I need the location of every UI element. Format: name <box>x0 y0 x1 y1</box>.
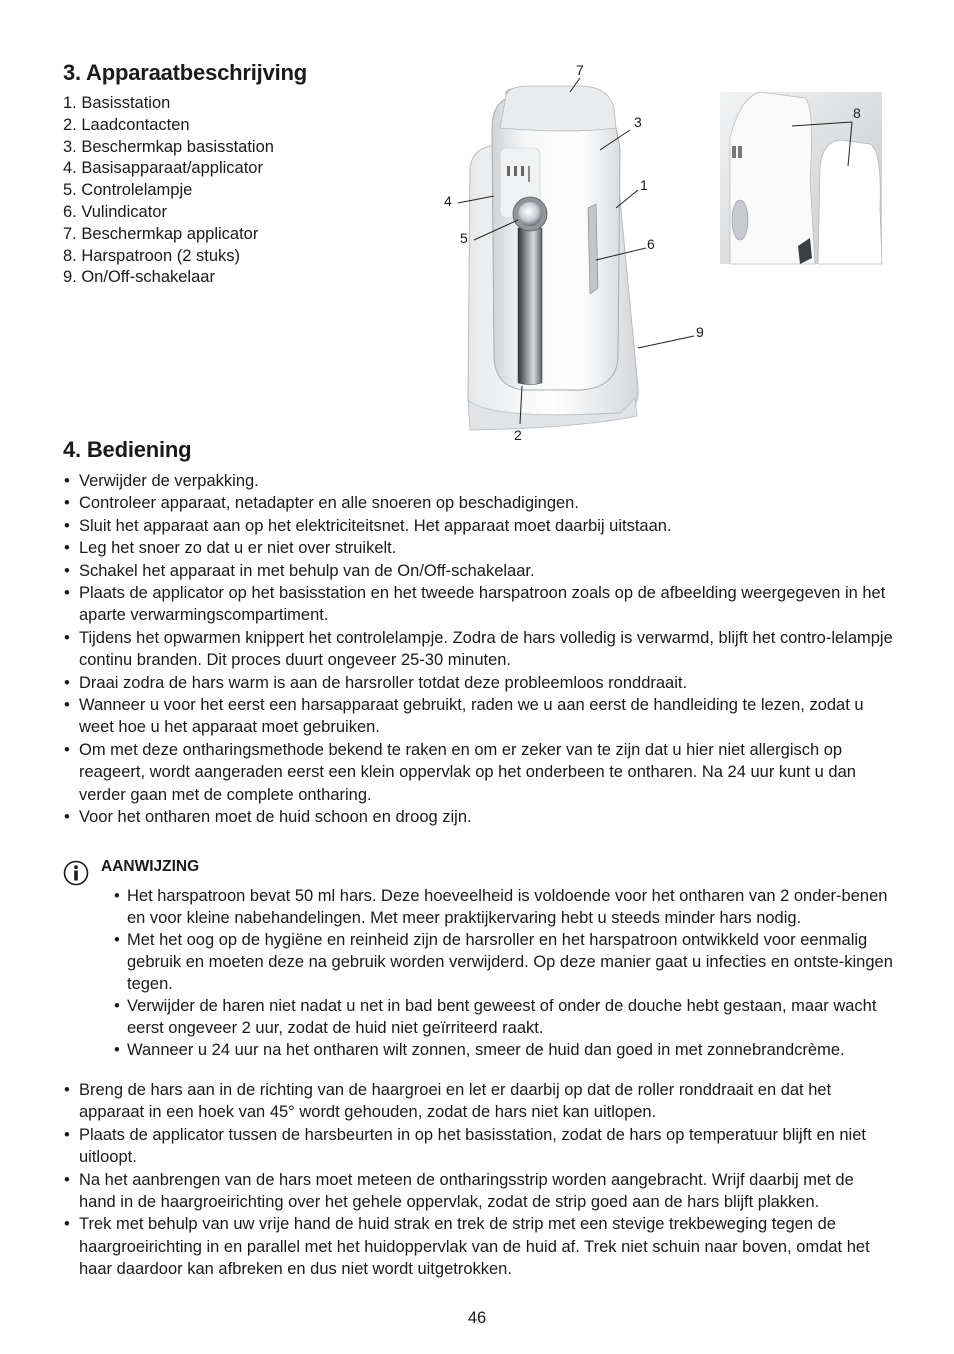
list-item: • Controleer apparaat, netadapter en alle snoeren op beschadigingen. <box>63 492 893 514</box>
part-item: 8. Harspatroon (2 stuks) <box>63 246 240 265</box>
parts-list <box>63 93 274 289</box>
part-item: 5. Controlelampje <box>63 181 193 200</box>
callout-3: 3 <box>634 114 642 130</box>
note-item: • Het harspatroon bevat 50 ml hars. Deze hoeveelheid is voldoende voor het ontharen van 2 onder-benen en voor kleine nabehandelingen. Met meer praktijkervaring hebt u steeds minder hars nodig. <box>113 885 893 929</box>
instruction-list <box>63 470 893 829</box>
list-item: • Trek met behulp van uw vrije hand de huid strak en trek de strip met een stevige trekbeweging tegen de haargroeirichting in en parallel met het huidoppervlak van de huid af. Trek niet schuin naar boven, omdat het haar daardoor kan afbreken en dus niet wordt uitgetrokken. <box>63 1213 893 1280</box>
list-item: • Draai zodra de hars warm is aan de harsroller totdat deze probleemloos ronddraait. <box>63 672 893 694</box>
list-item: • Verwijder de verpakking. <box>63 470 893 492</box>
part-item: 3. Beschermkap basisstation <box>63 137 274 156</box>
list-item: • Schakel het apparaat in met behulp van de On/Off-schakelaar. <box>63 560 893 582</box>
section-title-apparaatbeschrijving: 3. Apparaatbeschrijving <box>63 60 307 85</box>
list-item: • Om met deze ontharingsmethode bekend te raken en om er zeker van te zijn dat u hier niet allergisch op reageert, wordt aangeraden eerst een klein oppervlak op het onderbeen te ontharen. Na 24 uur kunt u dan verder gaan met de complete ontharing. <box>63 739 893 806</box>
list-item: • Tijdens het opwarmen knippert het controlelampje. Zodra de hars volledig is verwarmd, blijft het contro-lelampje continu branden. Dit proces duurt ongeveer 25-30 minuten. <box>63 627 893 672</box>
note-title: AANWIJZING <box>101 858 200 875</box>
list-item: • Sluit het apparaat aan op het elektriciteitsnet. Het apparaat moet daarbij uitstaan. <box>63 515 893 537</box>
list-item: • Breng de hars aan in de richting van de haargroei en let er daarbij op dat de roller ronddraait en dat het apparaat in een hoek van 45° wordt gehouden, zodat de hars niet kan uitlopen. <box>63 1079 893 1124</box>
applicator-shape <box>492 88 620 390</box>
note-list <box>113 885 893 1061</box>
list-item: • Na het aanbrengen van de hars moet meteen de ontharingsstrip worden aangebracht. Wrijf daarbij met de hand in de haargroeirichting over het gehele oppervlak, zodat de strip goed aan de hars blijft plakken. <box>63 1169 893 1214</box>
list-item: • Plaats de applicator tussen de harsbeurten in op het basisstation, zodat de hars op temperatuur blijft en niet uitloopt. <box>63 1124 893 1169</box>
callout-5: 5 <box>460 230 468 246</box>
note-item: • Wanneer u 24 uur na het ontharen wilt zonnen, smeer de huid dan goed in met zonnebrandcrème. <box>113 1039 893 1061</box>
list-item: • Voor het ontharen moet de huid schoon en droog zijn. <box>63 806 893 828</box>
part-item: 6. Vulindicator <box>63 202 167 221</box>
list-item: • Plaats de applicator op het basisstation en het tweede harspatroon zoals op de afbeelding weergegeven in het aparte verwarmingscompartiment. <box>63 582 893 627</box>
part-item: 1. Basisstation <box>63 94 171 112</box>
callout-1: 1 <box>640 177 648 193</box>
part-item: 7. Beschermkap applicator <box>63 224 259 243</box>
instruction-list-2 <box>63 1079 893 1281</box>
page-number: 46 <box>467 1309 487 1327</box>
callout-4: 4 <box>444 193 452 209</box>
part-item: 9. On/Off-schakelaar <box>63 268 215 287</box>
callout-6: 6 <box>647 236 655 252</box>
callout-2: 2 <box>514 427 522 443</box>
info-icon <box>63 860 89 886</box>
product-figure <box>430 58 900 450</box>
callout-9: 9 <box>696 324 704 340</box>
section-title-bediening: 4. Bediening <box>63 437 192 462</box>
part-item: 4. Basisapparaat/applicator <box>63 159 263 178</box>
callout-8: 8 <box>853 105 861 121</box>
list-item: • Leg het snoer zo dat u er niet over struikelt. <box>63 537 893 559</box>
note-item: • Met het oog op de hygiëne en reinheid zijn de harsroller en het harspatroon ontwikkeld voor eenmalig gebruik en moeten deze na gebruik worden verwijderd. Op deze manier gaat u infecties en ontste-kingen tegen. <box>113 929 893 995</box>
product-illustration <box>430 58 900 450</box>
list-item: • Wanneer u voor het eerst een harsapparaat gebruikt, raden we u aan eerst de handleiding te lezen, zodat u weet hoe u het apparaat moet gebruiken. <box>63 694 893 739</box>
part-item: 2. Laadcontacten <box>63 115 190 134</box>
callout-7: 7 <box>576 62 584 78</box>
note-item: • Verwijder de haren niet nadat u net in bad bent geweest of onder de douche hebt gestaan, maar wacht eerst ongeveer 2 uur, zodat de huid niet geïrriteerd raakt. <box>113 995 893 1039</box>
